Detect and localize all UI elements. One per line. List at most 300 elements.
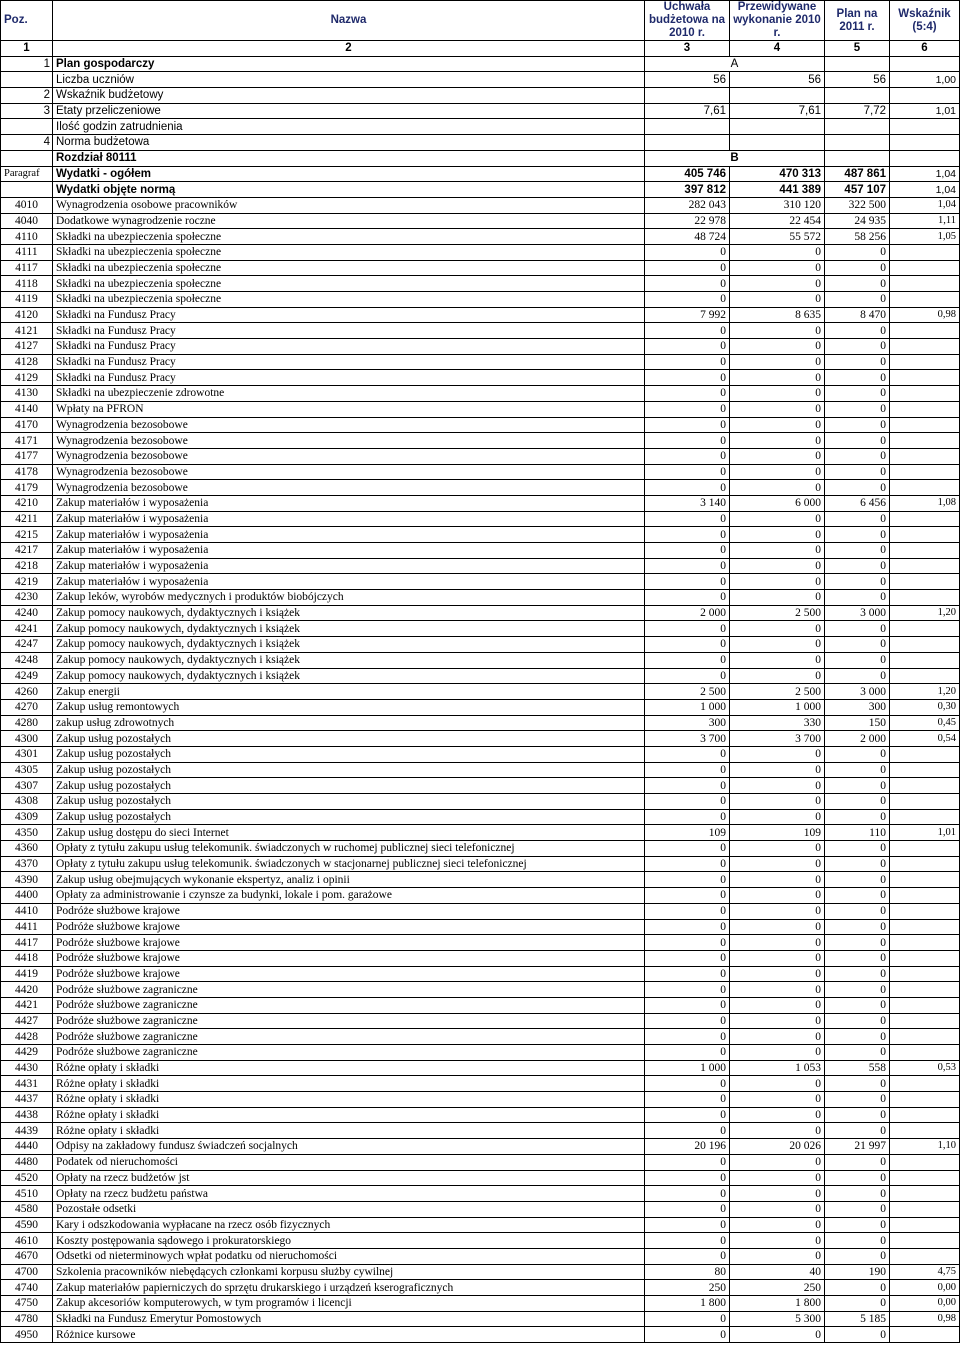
ratio-cell: 0,00 [890, 1280, 960, 1296]
value-cell: 0 [730, 888, 825, 904]
table-row [1, 856, 960, 872]
ratio-cell [890, 668, 960, 684]
value-cell: 2 500 [730, 684, 825, 700]
table-row [1, 1013, 960, 1029]
header-wskaznik: Wskaźnik (5:4) [890, 1, 960, 41]
table-row [1, 292, 960, 308]
value-cell: 0 [730, 935, 825, 951]
value-cell: 0 [825, 856, 890, 872]
value-cell: 0 [730, 558, 825, 574]
value-cell: 7,61 [645, 103, 730, 119]
name-cell: Zakup leków, wyrobów medycznych i produktów biobójczych [53, 590, 645, 606]
value-cell: 55 572 [730, 229, 825, 245]
value-cell: 0 [825, 464, 890, 480]
value-cell: 48 724 [645, 229, 730, 245]
value-cell: 0 [825, 1092, 890, 1108]
table-row [1, 825, 960, 841]
name-cell: Plan gospodarczy [53, 56, 645, 72]
ratio-cell [890, 511, 960, 527]
value-cell: 0 [645, 543, 730, 559]
ratio-cell [890, 323, 960, 339]
paragraf-code: 4240 [1, 605, 53, 621]
ratio-cell [890, 590, 960, 606]
table-row [1, 1076, 960, 1092]
value-cell: 0 [730, 480, 825, 496]
paragraf-code: 4417 [1, 935, 53, 951]
table-row [1, 935, 960, 951]
name-cell: Zakup materiałów i wyposażenia [53, 511, 645, 527]
column-number-row [1, 41, 960, 57]
ratio-cell [890, 856, 960, 872]
ratio-cell [890, 1123, 960, 1139]
value-cell: 0 [730, 292, 825, 308]
value-cell: 0 [825, 778, 890, 794]
value-cell: 397 812 [645, 182, 730, 198]
name-cell: Zakup materiałów i wyposażenia [53, 558, 645, 574]
value-cell: 0 [645, 354, 730, 370]
ratio-cell [890, 637, 960, 653]
value-cell: 0 [825, 746, 890, 762]
name-cell: Szkolenia pracowników niebędących członkami korpusu służby cywilnej [53, 1264, 645, 1280]
paragraf-code: 4480 [1, 1154, 53, 1170]
header-uchwala: Uchwała budżetowa na 2010 r. [645, 1, 730, 41]
paragraf-code: 4418 [1, 950, 53, 966]
paragraf-code: 4700 [1, 1264, 53, 1280]
paragraf-code: 4510 [1, 1186, 53, 1202]
value-cell: 0 [645, 888, 730, 904]
ratio-cell: 1,11 [890, 213, 960, 229]
etaty-row [1, 103, 960, 119]
name-cell: Wynagrodzenia bezosobowe [53, 480, 645, 496]
name-cell: Opłaty z tytułu zakupu usług telekomunik. świadczonych w stacjonarnej publicznej sieci telefonicznej [53, 856, 645, 872]
value-cell: 0 [645, 1092, 730, 1108]
value-cell: 0 [825, 417, 890, 433]
value-cell: 0 [730, 778, 825, 794]
value-cell: 20 026 [730, 1139, 825, 1155]
value-cell: 457 107 [825, 182, 890, 198]
ratio-cell [890, 778, 960, 794]
value-cell: 0 [645, 1107, 730, 1123]
value-cell: 0 [645, 558, 730, 574]
value-cell: 0 [645, 511, 730, 527]
value-cell: 0 [730, 903, 825, 919]
value-cell: 20 196 [645, 1139, 730, 1155]
value-cell: 3 700 [730, 731, 825, 747]
name-cell: Zakup usług pozostałych [53, 762, 645, 778]
value-cell: 0 [825, 401, 890, 417]
paragraf-code: 4420 [1, 982, 53, 998]
name-cell: Podróże służbowe krajowe [53, 903, 645, 919]
ratio-cell: 1,04 [890, 182, 960, 198]
value-cell: 2 000 [825, 731, 890, 747]
ratio-cell: 0,54 [890, 731, 960, 747]
name-cell: Składki na ubezpieczenia społeczne [53, 260, 645, 276]
ratio-cell: 1,01 [890, 103, 960, 119]
value-cell: 0 [825, 1201, 890, 1217]
table-row [1, 260, 960, 276]
pos-cell: 4 [1, 135, 53, 151]
value-cell: 0 [825, 354, 890, 370]
value-cell: 470 313 [730, 166, 825, 182]
table-row [1, 1311, 960, 1327]
value-cell: 5 185 [825, 1311, 890, 1327]
paragraf-code: 4140 [1, 401, 53, 417]
value-cell: 0 [730, 1248, 825, 1264]
table-row [1, 1264, 960, 1280]
ratio-cell [890, 841, 960, 857]
table-row [1, 370, 960, 386]
ratio-cell [890, 794, 960, 810]
table-row [1, 197, 960, 213]
paragraf-code: 4419 [1, 966, 53, 982]
ratio-cell: 1,08 [890, 495, 960, 511]
table-row [1, 213, 960, 229]
godziny-row [1, 119, 960, 135]
paragraf-label: Paragraf [1, 166, 53, 182]
ratio-cell [890, 1217, 960, 1233]
ratio-cell: 1,20 [890, 684, 960, 700]
value-cell: 1 000 [645, 1060, 730, 1076]
ratio-cell [890, 1076, 960, 1092]
paragraf-code: 4270 [1, 699, 53, 715]
value-cell: 0 [645, 276, 730, 292]
ratio-cell: 1,10 [890, 1139, 960, 1155]
value-cell: 250 [730, 1280, 825, 1296]
ratio-cell [890, 1045, 960, 1061]
paragraf-code: 4410 [1, 903, 53, 919]
table-row [1, 386, 960, 402]
value-cell: 56 [730, 72, 825, 88]
value-cell: 0 [730, 872, 825, 888]
value-cell: 0 [730, 794, 825, 810]
colnum-4: 4 [730, 41, 825, 57]
value-cell: 109 [730, 825, 825, 841]
name-cell: Podróże służbowe krajowe [53, 950, 645, 966]
value-cell: 56 [825, 72, 890, 88]
value-cell: 0 [825, 433, 890, 449]
colnum-5: 5 [825, 41, 890, 57]
value-cell: 0 [730, 621, 825, 637]
value-cell: 0 [645, 1248, 730, 1264]
wydatki-ogolem-row [1, 166, 960, 182]
value-cell: 0 [730, 841, 825, 857]
paragraf-code: 4217 [1, 543, 53, 559]
value-cell: 322 500 [825, 197, 890, 213]
value-cell: 8 635 [730, 307, 825, 323]
paragraf-code: 4119 [1, 292, 53, 308]
ratio-cell [890, 1092, 960, 1108]
value-cell: 0 [645, 794, 730, 810]
value-cell: 40 [730, 1264, 825, 1280]
table-row [1, 919, 960, 935]
name-cell: Różne opłaty i składki [53, 1060, 645, 1076]
ratio-cell [890, 339, 960, 355]
name-cell: Zakup pomocy naukowych, dydaktycznych i książek [53, 652, 645, 668]
ratio-cell [890, 386, 960, 402]
value-cell: 0 [645, 1154, 730, 1170]
paragraf-code: 4110 [1, 229, 53, 245]
value-cell: 0 [730, 260, 825, 276]
paragraf-code: 4590 [1, 1217, 53, 1233]
value-cell: 0 [645, 1123, 730, 1139]
value-cell: 0 [825, 244, 890, 260]
ratio-cell [890, 417, 960, 433]
paragraf-code: 4211 [1, 511, 53, 527]
value-cell: 0 [825, 292, 890, 308]
paragraf-code: 4218 [1, 558, 53, 574]
value-cell: 0 [645, 762, 730, 778]
ratio-cell [890, 966, 960, 982]
table-row [1, 605, 960, 621]
liczba-uczniow-row [1, 72, 960, 88]
name-cell: Wydatki - ogółem [53, 166, 645, 182]
ratio-cell [890, 762, 960, 778]
value-cell: 0 [825, 527, 890, 543]
paragraf-code: 4130 [1, 386, 53, 402]
ratio-cell: 0,00 [890, 1296, 960, 1312]
ratio-cell [890, 292, 960, 308]
name-cell: Dodatkowe wynagrodzenie roczne [53, 213, 645, 229]
name-cell: Zakup materiałów papierniczych do sprzętu drukarskiego i urządzeń kserograficznych [53, 1280, 645, 1296]
paragraf-code: 4350 [1, 825, 53, 841]
value-cell: 110 [825, 825, 890, 841]
value-cell: 1 800 [645, 1296, 730, 1312]
value-cell: 3 000 [825, 605, 890, 621]
value-cell: 0 [825, 1107, 890, 1123]
value-cell: 0 [825, 1076, 890, 1092]
value-cell: 0 [645, 746, 730, 762]
value-cell: 0 [645, 1045, 730, 1061]
name-cell: Zakup usług pozostałych [53, 794, 645, 810]
section-mark-a: A [645, 56, 825, 72]
name-cell: Opłaty na rzecz budżetów jst [53, 1170, 645, 1186]
value-cell: 0 [730, 401, 825, 417]
value-cell: 0 [825, 903, 890, 919]
name-cell: Składki na ubezpieczenia społeczne [53, 292, 645, 308]
ratio-cell: 1,00 [890, 72, 960, 88]
name-cell: Wynagrodzenia bezosobowe [53, 448, 645, 464]
table-row [1, 778, 960, 794]
value-cell: 0 [825, 950, 890, 966]
table-row [1, 637, 960, 653]
ratio-cell: 0,45 [890, 715, 960, 731]
value-cell: 300 [645, 715, 730, 731]
value-cell: 0 [825, 543, 890, 559]
paragraf-code: 4307 [1, 778, 53, 794]
rozdzial-row [1, 150, 960, 166]
value-cell: 0 [645, 935, 730, 951]
paragraf-code: 4440 [1, 1139, 53, 1155]
paragraf-code: 4421 [1, 997, 53, 1013]
ratio-cell [890, 370, 960, 386]
value-cell: 0 [645, 637, 730, 653]
value-cell: 0 [825, 448, 890, 464]
table-row [1, 590, 960, 606]
ratio-cell [890, 543, 960, 559]
value-cell: 0 [730, 1092, 825, 1108]
value-cell: 0 [645, 417, 730, 433]
paragraf-code: 4121 [1, 323, 53, 339]
value-cell: 150 [825, 715, 890, 731]
value-cell: 56 [645, 72, 730, 88]
name-cell: Wynagrodzenia bezosobowe [53, 433, 645, 449]
paragraf-code: 4230 [1, 590, 53, 606]
value-cell: 0 [730, 1233, 825, 1249]
name-cell: Zakup pomocy naukowych, dydaktycznych i książek [53, 621, 645, 637]
ratio-cell [890, 1248, 960, 1264]
value-cell: 0 [730, 276, 825, 292]
value-cell: 0 [825, 762, 890, 778]
value-cell: 0 [645, 433, 730, 449]
name-cell: Zakup pomocy naukowych, dydaktycznych i książek [53, 668, 645, 684]
ratio-cell: 4,75 [890, 1264, 960, 1280]
name-cell: Podróże służbowe zagraniczne [53, 1045, 645, 1061]
paragraf-code: 4431 [1, 1076, 53, 1092]
table-row [1, 1092, 960, 1108]
paragraf-code: 4430 [1, 1060, 53, 1076]
paragraf-code: 4437 [1, 1092, 53, 1108]
value-cell: 3 140 [645, 495, 730, 511]
ratio-cell: 1,20 [890, 605, 960, 621]
name-cell: Opłaty z tytułu zakupu usług telekomunik. świadczonych w ruchomej publicznej sieci telefonicznej [53, 841, 645, 857]
paragraf-code: 4040 [1, 213, 53, 229]
ratio-cell [890, 276, 960, 292]
paragraf-code: 4117 [1, 260, 53, 276]
value-cell: 0 [645, 1076, 730, 1092]
value-cell: 58 256 [825, 229, 890, 245]
table-row [1, 229, 960, 245]
paragraf-code: 4247 [1, 637, 53, 653]
ratio-cell: 0,53 [890, 1060, 960, 1076]
norma-budzetowa-row [1, 135, 960, 151]
name-cell: Wynagrodzenia osobowe pracowników [53, 197, 645, 213]
colnum-6: 6 [890, 41, 960, 57]
paragraf-code: 4300 [1, 731, 53, 747]
header-przewidywane: Przewidywane wykonanie 2010 r. [730, 1, 825, 41]
ratio-cell [890, 935, 960, 951]
value-cell: 0 [825, 370, 890, 386]
table-row [1, 1233, 960, 1249]
value-cell: 0 [730, 1029, 825, 1045]
value-cell: 0 [645, 386, 730, 402]
wydatki-norma-row [1, 182, 960, 198]
value-cell: 0 [645, 982, 730, 998]
value-cell: 1 053 [730, 1060, 825, 1076]
value-cell: 0 [645, 244, 730, 260]
name-cell: Różne opłaty i składki [53, 1107, 645, 1123]
value-cell: 0 [825, 1233, 890, 1249]
value-cell: 6 000 [730, 495, 825, 511]
value-cell: 0 [825, 637, 890, 653]
value-cell: 109 [645, 825, 730, 841]
name-cell: Podróże służbowe zagraniczne [53, 1013, 645, 1029]
table-row [1, 668, 960, 684]
table-row [1, 841, 960, 857]
ratio-cell [890, 260, 960, 276]
value-cell: 6 456 [825, 495, 890, 511]
value-cell: 0 [825, 652, 890, 668]
header-row [1, 1, 960, 41]
ratio-cell: 1,04 [890, 197, 960, 213]
table-row [1, 1280, 960, 1296]
name-cell: Zakup usług dostępu do sieci Internet [53, 825, 645, 841]
table-row [1, 903, 960, 919]
value-cell: 0 [645, 950, 730, 966]
ratio-cell [890, 1029, 960, 1045]
ratio-cell [890, 997, 960, 1013]
name-cell: Wpłaty na PFRON [53, 401, 645, 417]
paragraf-code: 4439 [1, 1123, 53, 1139]
paragraf-code: 4260 [1, 684, 53, 700]
name-cell: Wydatki objęte normą [53, 182, 645, 198]
ratio-cell [890, 809, 960, 825]
header-plan: Plan na 2011 r. [825, 1, 890, 41]
ratio-cell [890, 903, 960, 919]
table-row [1, 527, 960, 543]
value-cell: 0 [730, 1123, 825, 1139]
value-cell: 0 [645, 668, 730, 684]
paragraf-code: 4429 [1, 1045, 53, 1061]
table-row [1, 746, 960, 762]
table-row [1, 558, 960, 574]
name-cell: Koszty postępowania sądowego i prokuratorskiego [53, 1233, 645, 1249]
paragraf-code: 4129 [1, 370, 53, 386]
paragraf-code: 4411 [1, 919, 53, 935]
value-cell: 0 [645, 1029, 730, 1045]
value-cell: 0 [825, 1296, 890, 1312]
header-nazwa: Nazwa [53, 1, 645, 41]
table-row [1, 276, 960, 292]
value-cell: 7,72 [825, 103, 890, 119]
table-row [1, 1123, 960, 1139]
value-cell: 7,61 [730, 103, 825, 119]
value-cell: 0 [645, 1201, 730, 1217]
name-cell: Etaty przeliczeniowe [53, 103, 645, 119]
value-cell: 0 [825, 809, 890, 825]
paragraf-code: 4127 [1, 339, 53, 355]
table-row [1, 966, 960, 982]
value-cell: 0 [645, 260, 730, 276]
paragraf-code: 4241 [1, 621, 53, 637]
value-cell: 0 [645, 621, 730, 637]
value-cell: 0 [645, 448, 730, 464]
name-cell: Podróże służbowe zagraniczne [53, 982, 645, 998]
value-cell: 0 [825, 590, 890, 606]
table-row [1, 1217, 960, 1233]
table-row [1, 511, 960, 527]
value-cell: 0 [825, 1186, 890, 1202]
table-row [1, 982, 960, 998]
table-row [1, 731, 960, 747]
table-row [1, 1296, 960, 1312]
value-cell: 0 [730, 323, 825, 339]
table-row [1, 244, 960, 260]
table-row [1, 401, 960, 417]
table-row [1, 417, 960, 433]
value-cell: 487 861 [825, 166, 890, 182]
ratio-cell [890, 1233, 960, 1249]
value-cell: 0 [730, 386, 825, 402]
paragraf-code: 4010 [1, 197, 53, 213]
value-cell: 0 [730, 1045, 825, 1061]
ratio-cell [890, 1201, 960, 1217]
value-cell: 0 [825, 872, 890, 888]
value-cell: 0 [645, 856, 730, 872]
paragraf-code: 4750 [1, 1296, 53, 1312]
name-cell: Składki na ubezpieczenia społeczne [53, 276, 645, 292]
paragraf-code: 4219 [1, 574, 53, 590]
value-cell: 0 [730, 1186, 825, 1202]
